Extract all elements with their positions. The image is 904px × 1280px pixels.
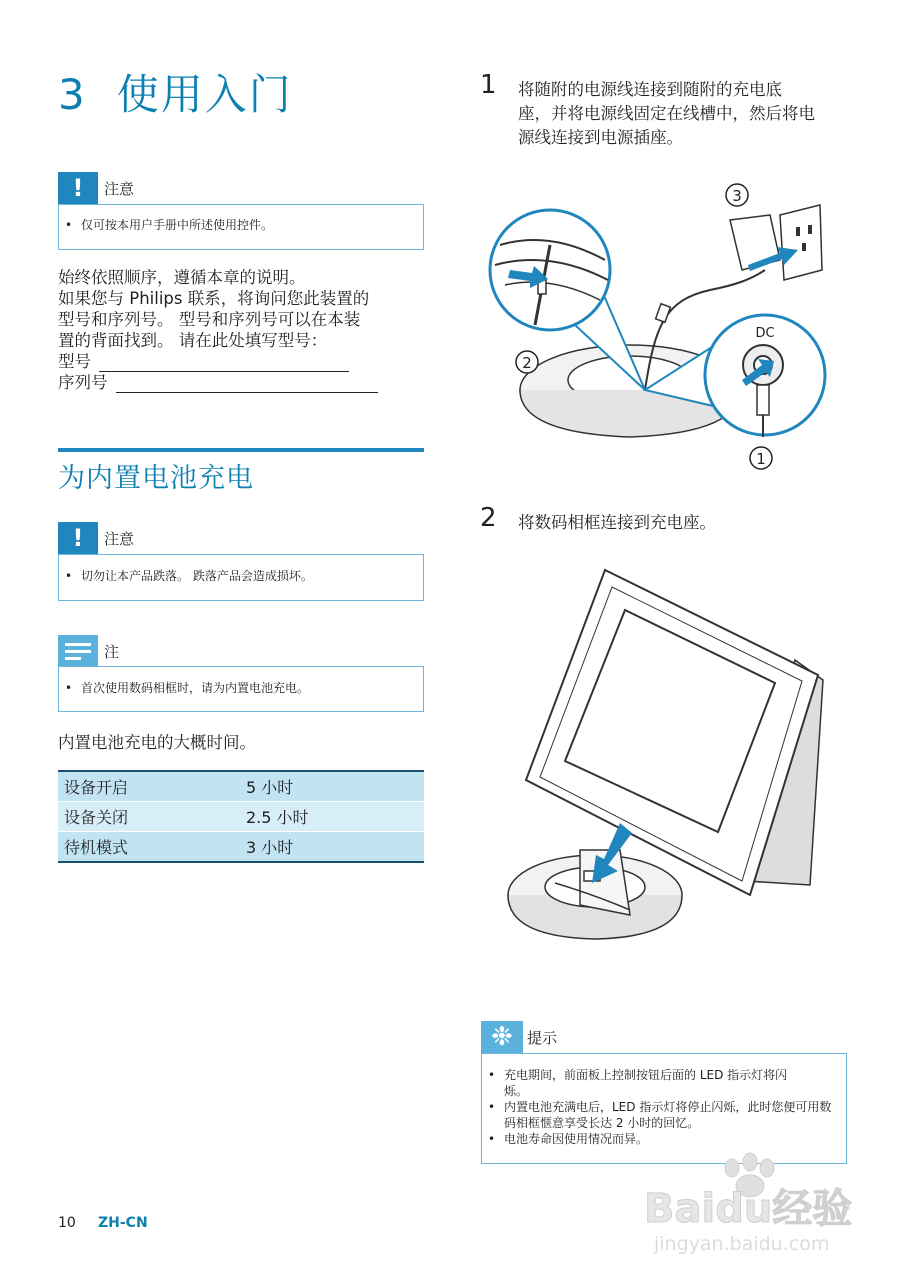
caution-box xyxy=(58,554,424,601)
tip-item: • 电池寿命因使用情况而异。 xyxy=(482,1131,838,1147)
caution-item: • 切勿让本产品跌落。 跌落产品会造成损坏。 xyxy=(59,568,423,584)
tip-item: • 充电期间，前面板上控制按钮后面的 LED 指示灯将闪烁。 xyxy=(482,1067,804,1099)
step-line: 将数码相框连接到充电座。 xyxy=(518,513,716,532)
model-label: 型号 xyxy=(58,352,91,371)
callout-2: 2 xyxy=(522,354,532,372)
table-cell-time: 2.5 小时 xyxy=(240,802,424,832)
language-code: ZH-CN xyxy=(98,1215,148,1231)
tip-box xyxy=(481,1053,847,1164)
watermark-url: jingyan.baidu.com xyxy=(654,1233,830,1255)
step-line: 座，并将电源线固定在线槽中，然后将电 xyxy=(518,104,815,123)
page-number: 10 xyxy=(58,1215,76,1231)
step-line: 将随附的电源线连接到随附的充电底 xyxy=(518,80,782,99)
section-title: 为内置电池充电 xyxy=(58,463,254,494)
table-row xyxy=(58,802,424,832)
table-row xyxy=(58,832,424,863)
tip-label: 提示 xyxy=(527,1029,558,1047)
baidu-watermark xyxy=(640,1150,860,1260)
note-lines-icon xyxy=(58,635,98,667)
dock-connection-illustration xyxy=(480,175,850,480)
table-cell-time: 3 小时 xyxy=(240,832,424,863)
caution-item: • 仅可按本用户手册中所述使用控件。 xyxy=(59,217,423,233)
caution-box xyxy=(58,204,424,250)
step-1-number: 1 xyxy=(480,70,497,100)
chapter-number: 3 xyxy=(58,70,87,119)
snowflake-tip-icon: ❉ xyxy=(481,1021,523,1053)
step-1-text xyxy=(518,78,858,150)
exclamation-icon: ! xyxy=(58,522,98,554)
section-rule xyxy=(58,448,424,452)
note-item: • 首次使用数码相框时，请为内置电池充电。 xyxy=(59,680,423,696)
model-blank xyxy=(99,356,349,372)
table-cell-mode: 设备开启 xyxy=(58,771,240,802)
tip-header xyxy=(481,1021,847,1053)
caution-header xyxy=(58,172,424,204)
step-2-number: 2 xyxy=(480,503,497,533)
intro-line: 如果您与 Philips 联系，将询问您此装置的 xyxy=(58,289,370,308)
intro-line: 始终依照顺序，遵循本章的说明。 xyxy=(58,268,306,287)
tip-item: • 内置电池充满电后，LED 指示灯将停止闪烁，此时您便可用数码相框惬意享受长达 2 小时的回忆。 xyxy=(482,1099,834,1131)
serial-line xyxy=(58,372,428,393)
table-cell-time: 5 小时 xyxy=(240,771,424,802)
exclamation-icon: ! xyxy=(58,172,98,204)
photo-frame-illustration xyxy=(500,565,830,965)
table-row xyxy=(58,771,424,802)
intro-line: 型号和序列号。 型号和序列号可以在本装 xyxy=(58,310,361,329)
note-header xyxy=(58,635,424,667)
charge-intro: 内置电池充电的大概时间。 xyxy=(58,733,256,752)
table-cell-mode: 设备关闭 xyxy=(58,802,240,832)
step-line: 源线连接到电源插座。 xyxy=(518,128,683,147)
intro-paragraph xyxy=(58,267,428,393)
serial-blank xyxy=(116,377,378,393)
note-box xyxy=(58,666,424,712)
dc-label: DC xyxy=(755,326,775,341)
chapter-title-text: 使用入门 xyxy=(116,70,293,119)
caution-label: 注意 xyxy=(104,180,135,198)
caution-header xyxy=(58,522,424,554)
charge-time-table xyxy=(58,770,424,863)
table-cell-mode: 待机模式 xyxy=(58,832,240,863)
caution-label: 注意 xyxy=(104,530,135,548)
step-2-text xyxy=(518,511,716,535)
intro-line: 置的背面找到。 请在此处填写型号： xyxy=(58,331,328,350)
callout-3: 3 xyxy=(732,187,742,205)
callout-1: 1 xyxy=(756,450,766,468)
serial-label: 序列号 xyxy=(58,373,108,392)
note-label: 注 xyxy=(104,643,120,661)
chapter-title xyxy=(58,62,293,122)
model-line xyxy=(58,351,428,372)
watermark-brand: Baidu经验 xyxy=(644,1186,853,1232)
